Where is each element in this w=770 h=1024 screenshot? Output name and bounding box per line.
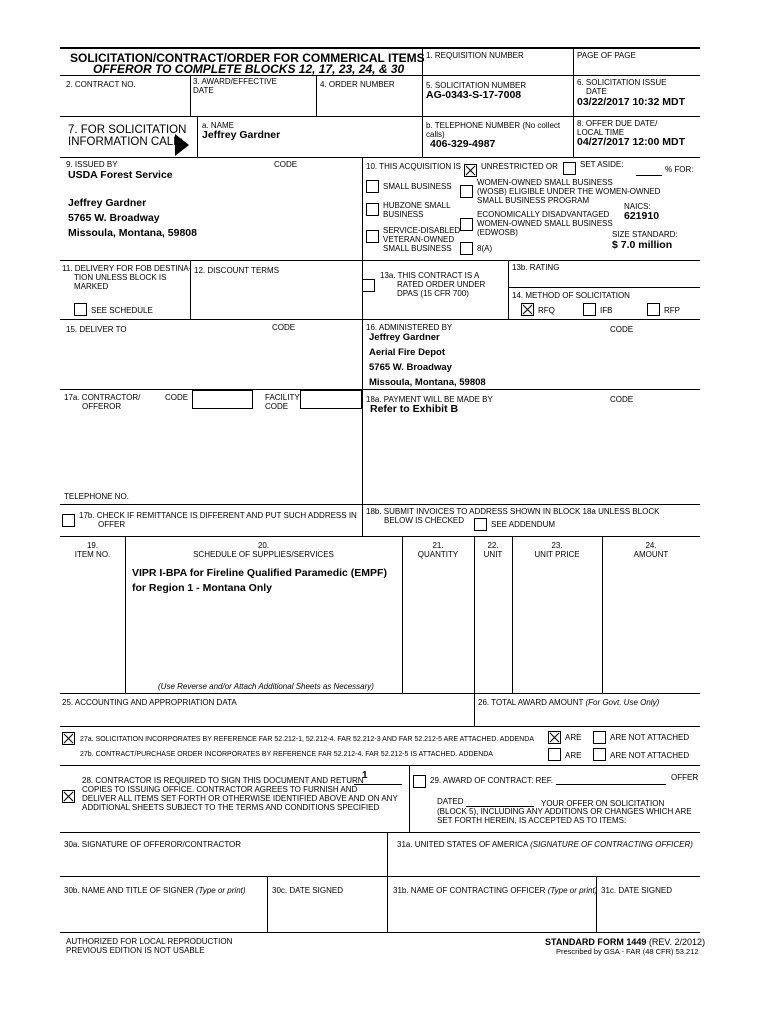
offer-label: OFFER: [671, 773, 699, 782]
issued-by-street: 5765 W. Broadway: [68, 212, 160, 224]
rfq-checkbox[interactable]: [521, 303, 534, 316]
your-offer-label: YOUR OFFER ON SOLICITATION: [541, 799, 665, 808]
28-label-2: COPIES TO ISSUING OFFICE. CONTRACTOR AGREES TO FURNISH AND: [82, 785, 358, 794]
payment-label: 18a. PAYMENT WILL BE MADE BY: [366, 395, 493, 404]
unrestricted-checkbox[interactable]: [464, 164, 477, 177]
telephone-label-1: b. TELEPHONE NUMBER (No collect: [426, 121, 561, 130]
solicitation-number-value[interactable]: AG-0343-S-17-7008: [426, 89, 522, 101]
edwosb-label-2: WOMEN-OWNED SMALL BUSINESS: [477, 219, 613, 228]
arrow-right-icon: [175, 134, 189, 156]
administered-by-city: Missoula, Montana, 59808: [369, 377, 486, 388]
signature-officer-text: 31a. UNITED STATES OF AMERICA: [397, 840, 531, 849]
schedule-number: 20.: [257, 541, 270, 550]
payment-code-label: CODE: [610, 395, 634, 404]
standard-form-name: STANDARD FORM 1449: [545, 937, 647, 947]
27b-are-label: ARE: [565, 751, 582, 760]
ifb-checkbox[interactable]: [583, 303, 596, 316]
rfq-label: RFQ: [538, 306, 555, 315]
wosb-checkbox[interactable]: [460, 185, 473, 198]
29-label: 29. AWARD OF CONTRACT: REF.: [430, 776, 553, 785]
see-schedule-label: SEE SCHEDULE: [91, 306, 153, 315]
total-award-note: (For Govt. Use Only): [585, 698, 660, 707]
prescribed-by: Prescribed by GSA - FAR (48 CFR) 53.212: [556, 947, 699, 956]
signature-offeror-label: 30a. SIGNATURE OF OFFEROR/CONTRACTOR: [64, 840, 242, 849]
fob-label-1: 11. DELIVERY FOR FOB DESTINA-: [62, 264, 192, 273]
signer-name-text: 30b. NAME AND TITLE OF SIGNER: [64, 886, 196, 895]
sdvosb-label-3: SMALL BUSINESS: [383, 244, 452, 253]
size-standard-value[interactable]: $ 7.0 million: [612, 239, 673, 251]
issued-by-label: 9. ISSUED BY: [66, 160, 118, 169]
contact-name-label: a. NAME: [202, 121, 235, 130]
27a-are-not-label: ARE NOT ATTACHED: [610, 733, 690, 742]
hubzone-label-2: BUSINESS: [383, 210, 424, 219]
issued-by-city: Missoula, Montana, 59808: [68, 227, 197, 239]
total-award-text: 26. TOTAL AWARD AMOUNT: [478, 698, 586, 707]
small-business-label: SMALL BUSINESS: [383, 182, 452, 191]
27b-label: 27b. CONTRACT/PURCHASE ORDER INCORPORATES BY REFERENCE FAR 52.212-4. FAR 52.212-5 IS ATTACHED. ADDENDA: [80, 751, 493, 758]
rated-order-label-3: DPAS (15 CFR 700): [397, 289, 469, 298]
28-label-4: ADDITIONAL SHEETS SUBJECT TO THE TERMS AND CONDITIONS SPECIFIED: [82, 803, 380, 812]
offer-due-label-2: LOCAL TIME: [577, 128, 625, 137]
schedule-item-line-1: VIPR I-BPA for Fireline Qualified Paramedic (EMPF): [132, 567, 387, 579]
item-no-number: 19.: [86, 541, 99, 550]
administered-by-street: 5765 W. Broadway: [369, 362, 452, 373]
27a-are-not-checkbox[interactable]: [593, 731, 606, 744]
offer-due-value[interactable]: 04/27/2017 12:00 MDT: [577, 136, 685, 148]
authorized-line-2: PREVIOUS EDITION IS NOT USABLE: [66, 946, 205, 955]
deliver-to-label: 15. DELIVER TO: [66, 325, 127, 334]
29-checkbox[interactable]: [413, 775, 426, 788]
contractor-label-1: 17a. CONTRACTOR/: [64, 393, 141, 402]
facility-code-field[interactable]: [300, 390, 362, 409]
offeror-date-label: 30c. DATE SIGNED: [272, 886, 343, 895]
signer-name-label: [64, 886, 246, 896]
accounting-label: 25. ACCOUNTING AND APPROPRIATION DATA: [62, 698, 237, 707]
28-checkbox[interactable]: [62, 790, 75, 803]
standard-form-label: [545, 937, 705, 947]
8a-checkbox[interactable]: [460, 242, 473, 255]
contractor-code-field[interactable]: [192, 390, 253, 409]
officer-date-label: 31c. DATE SIGNED: [601, 886, 672, 895]
unit-price-number: 23.: [551, 541, 563, 550]
issue-date-label-1: 6. SOLICITATION ISSUE: [577, 78, 667, 87]
unit-number: 22.: [487, 541, 499, 550]
total-award-label: [478, 698, 659, 708]
quantity-number: 21.: [432, 541, 444, 550]
hubzone-checkbox[interactable]: [366, 203, 379, 216]
unrestricted-label: UNRESTRICTED OR: [481, 162, 558, 171]
solicitation-number-label: 5. SOLICITATION NUMBER: [426, 81, 527, 90]
officer-name-label: [393, 886, 597, 896]
27a-label: 27a. SOLICITATION INCORPORATES BY REFERENCE FAR 52.212-1, 52.212-4. FAR 52.212-3 AND FAR 52.212-5 ARE ATTACHED. ADDENDA: [80, 736, 534, 743]
form-subtitle: OFFEROR TO COMPLETE BLOCKS 12, 17, 23, 24, & 30: [93, 62, 405, 76]
signature-officer-label: [397, 840, 693, 850]
signer-name-note: (Type or print): [195, 886, 246, 895]
wosb-label-2: (WOSB) ELIGIBLE UNDER THE WOMEN-OWNED: [477, 187, 661, 196]
naics-value[interactable]: 621910: [624, 210, 660, 222]
item-no-header: ITEM NO.: [74, 550, 111, 559]
facility-code-label-2: CODE: [265, 402, 289, 411]
telephone-value[interactable]: 406-329-4987: [430, 138, 496, 150]
invoices-label-1: 18b. SUBMIT INVOICES TO ADDRESS SHOWN IN BLOCK 18a UNLESS BLOCK: [366, 507, 660, 516]
set-aside-label: SET ASIDE:: [580, 160, 624, 169]
fob-label-2: TION UNLESS BLOCK IS: [74, 273, 167, 282]
edwosb-label-1: ECONOMICALLY DISADVANTAGED: [477, 210, 610, 219]
deliver-to-code-label: CODE: [272, 323, 296, 332]
facility-code-label-1: FACILITY: [265, 393, 300, 402]
27b-are-not-label: ARE NOT ATTACHED: [610, 751, 690, 760]
issued-by-name: Jeffrey Gardner: [68, 197, 147, 209]
wosb-label-1: WOMEN-OWNED SMALL BUSINESS: [477, 178, 613, 187]
27b-are-checkbox[interactable]: [548, 748, 561, 761]
standard-form-rev: (REV. 2/2012): [646, 937, 706, 947]
27a-are-checkbox[interactable]: [548, 731, 561, 744]
see-addendum-label: SEE ADDENDUM: [491, 520, 556, 529]
solicitation-info-label-1: 7. FOR SOLICITATION: [68, 124, 187, 136]
schedule-header: SCHEDULE OF SUPPLIES/SERVICES: [193, 550, 334, 559]
naics-label: NAICS:: [624, 202, 651, 211]
wosb-label-3: SMALL BUSINESS PROGRAM: [477, 196, 590, 205]
payment-value[interactable]: Refer to Exhibit B: [370, 403, 459, 415]
ifb-label: IFB: [600, 306, 613, 315]
invoices-label-2: BELOW IS CHECKED: [384, 516, 465, 525]
size-standard-label: SIZE STANDARD:: [612, 230, 678, 239]
contractor-label-2: OFFEROR: [82, 402, 122, 411]
dated-label: DATED: [437, 797, 464, 806]
issue-date-value[interactable]: 03/22/2017 10:32 MDT: [577, 96, 685, 108]
rfp-checkbox[interactable]: [647, 303, 660, 316]
schedule-item-line-2: for Region 1 - Montana Only: [132, 582, 273, 594]
quantity-header: QUANTITY: [417, 550, 459, 559]
rating-label: 13b. RATING: [512, 263, 560, 272]
28-label-1: 28. CONTRACTOR IS REQUIRED TO SIGN THIS DOCUMENT AND RETURN: [82, 776, 364, 785]
authorized-line-1: AUTHORIZED FOR LOCAL REPRODUCTION: [66, 937, 233, 946]
officer-name-note: (Type or print): [547, 886, 598, 895]
issued-by-agency: USDA Forest Service: [68, 169, 173, 181]
see-addendum-checkbox[interactable]: [474, 518, 487, 531]
requisition-label: 1. REQUISITION NUMBER: [426, 51, 524, 60]
rated-order-label-1: 13a. THIS CONTRACT IS A: [380, 271, 480, 280]
rfp-label: RFP: [664, 306, 680, 315]
administered-by-name: Jeffrey Gardner: [369, 332, 440, 343]
officer-name-text: 31b. NAME OF CONTRACTING OFFICER: [393, 886, 548, 895]
sdvosb-checkbox[interactable]: [366, 230, 379, 243]
contract-no-label: 2. CONTRACT NO.: [66, 80, 136, 89]
award-date-label-1: 3. AWARD/EFFECTIVE: [193, 77, 277, 86]
unit-price-header: UNIT PRICE: [534, 550, 580, 559]
order-number-label: 4. ORDER NUMBER: [320, 80, 395, 89]
solicitation-info-label-2: INFORMATION CALL:: [68, 136, 183, 148]
telephone-no-label: TELEPHONE NO.: [64, 492, 129, 501]
page-label: PAGE OF PAGE: [577, 51, 636, 60]
unit-header: UNIT: [483, 550, 503, 559]
see-schedule-checkbox[interactable]: [74, 303, 87, 316]
contractor-code-label: CODE: [165, 393, 189, 402]
fob-label-3: MARKED: [74, 282, 109, 291]
acquisition-label: 10. THIS ACQUISITION IS: [366, 162, 461, 171]
28-copies-value[interactable]: 1: [362, 770, 368, 781]
administered-by-code-label: CODE: [610, 325, 634, 334]
remittance-label-1: 17b. CHECK IF REMITTANCE IS DIFFERENT AND PUT SUCH ADDRESS IN: [79, 511, 357, 520]
issue-date-label-2: DATE: [586, 87, 607, 96]
hubzone-label-1: HUBZONE SMALL: [383, 201, 451, 210]
signature-officer-note: (SIGNATURE OF CONTRACTING OFFICER): [530, 840, 693, 849]
rated-order-label-2: RATED ORDER UNDER: [397, 280, 486, 289]
contact-name-value[interactable]: Jeffrey Gardner: [202, 129, 281, 141]
schedule-note: (Use Reverse and/or Attach Additional Sheets as Necessary): [158, 682, 374, 691]
edwosb-label-3: (EDWOSB): [477, 228, 518, 237]
amount-number: 24.: [645, 541, 657, 550]
amount-header: AMOUNT: [633, 550, 669, 559]
offer-due-label-1: 8. OFFER DUE DATE/: [577, 119, 658, 128]
small-business-checkbox[interactable]: [366, 180, 379, 193]
award-date-label-2: DATE: [193, 86, 214, 95]
administered-by-label: 16. ADMINISTERED BY: [366, 323, 453, 332]
form-title: SOLICITATION/CONTRACT/ORDER FOR COMMERICAL ITEMS: [70, 51, 425, 65]
29-text-2: SET FORTH HEREIN, IS ACCEPTED AS TO ITEMS:: [437, 816, 627, 825]
27b-are-not-checkbox[interactable]: [593, 748, 606, 761]
issued-by-code-label: CODE: [274, 160, 298, 169]
27a-are-label: ARE: [565, 733, 582, 742]
method-label: 14. METHOD OF SOLICITATION: [512, 291, 630, 300]
rated-order-checkbox[interactable]: [362, 279, 375, 292]
sdvosb-label-1: SERVICE-DISABLED: [383, 226, 461, 235]
administered-by-org: Aerial Fire Depot: [369, 347, 446, 358]
discount-terms-label: 12. DISCOUNT TERMS: [194, 266, 280, 275]
set-aside-checkbox[interactable]: [563, 162, 576, 175]
29-text-1: (BLOCK 5), INCLUDING ANY ADDITIONS OR CHANGES WHICH ARE: [437, 807, 692, 816]
percent-for-label: % FOR:: [665, 165, 694, 174]
remittance-checkbox[interactable]: [62, 514, 75, 527]
sdvosb-label-2: VETERAN-OWNED: [383, 235, 455, 244]
remittance-label-2: OFFER: [98, 520, 126, 529]
27a-checkbox[interactable]: [62, 732, 75, 745]
telephone-label-2: calls): [426, 130, 445, 139]
edwosb-checkbox[interactable]: [460, 218, 473, 231]
8a-label: 8(A): [477, 244, 493, 253]
28-label-3: DELIVER ALL ITEMS SET FORTH OR OTHERWISE IDENTIFIED ABOVE AND ON ANY: [82, 794, 398, 803]
